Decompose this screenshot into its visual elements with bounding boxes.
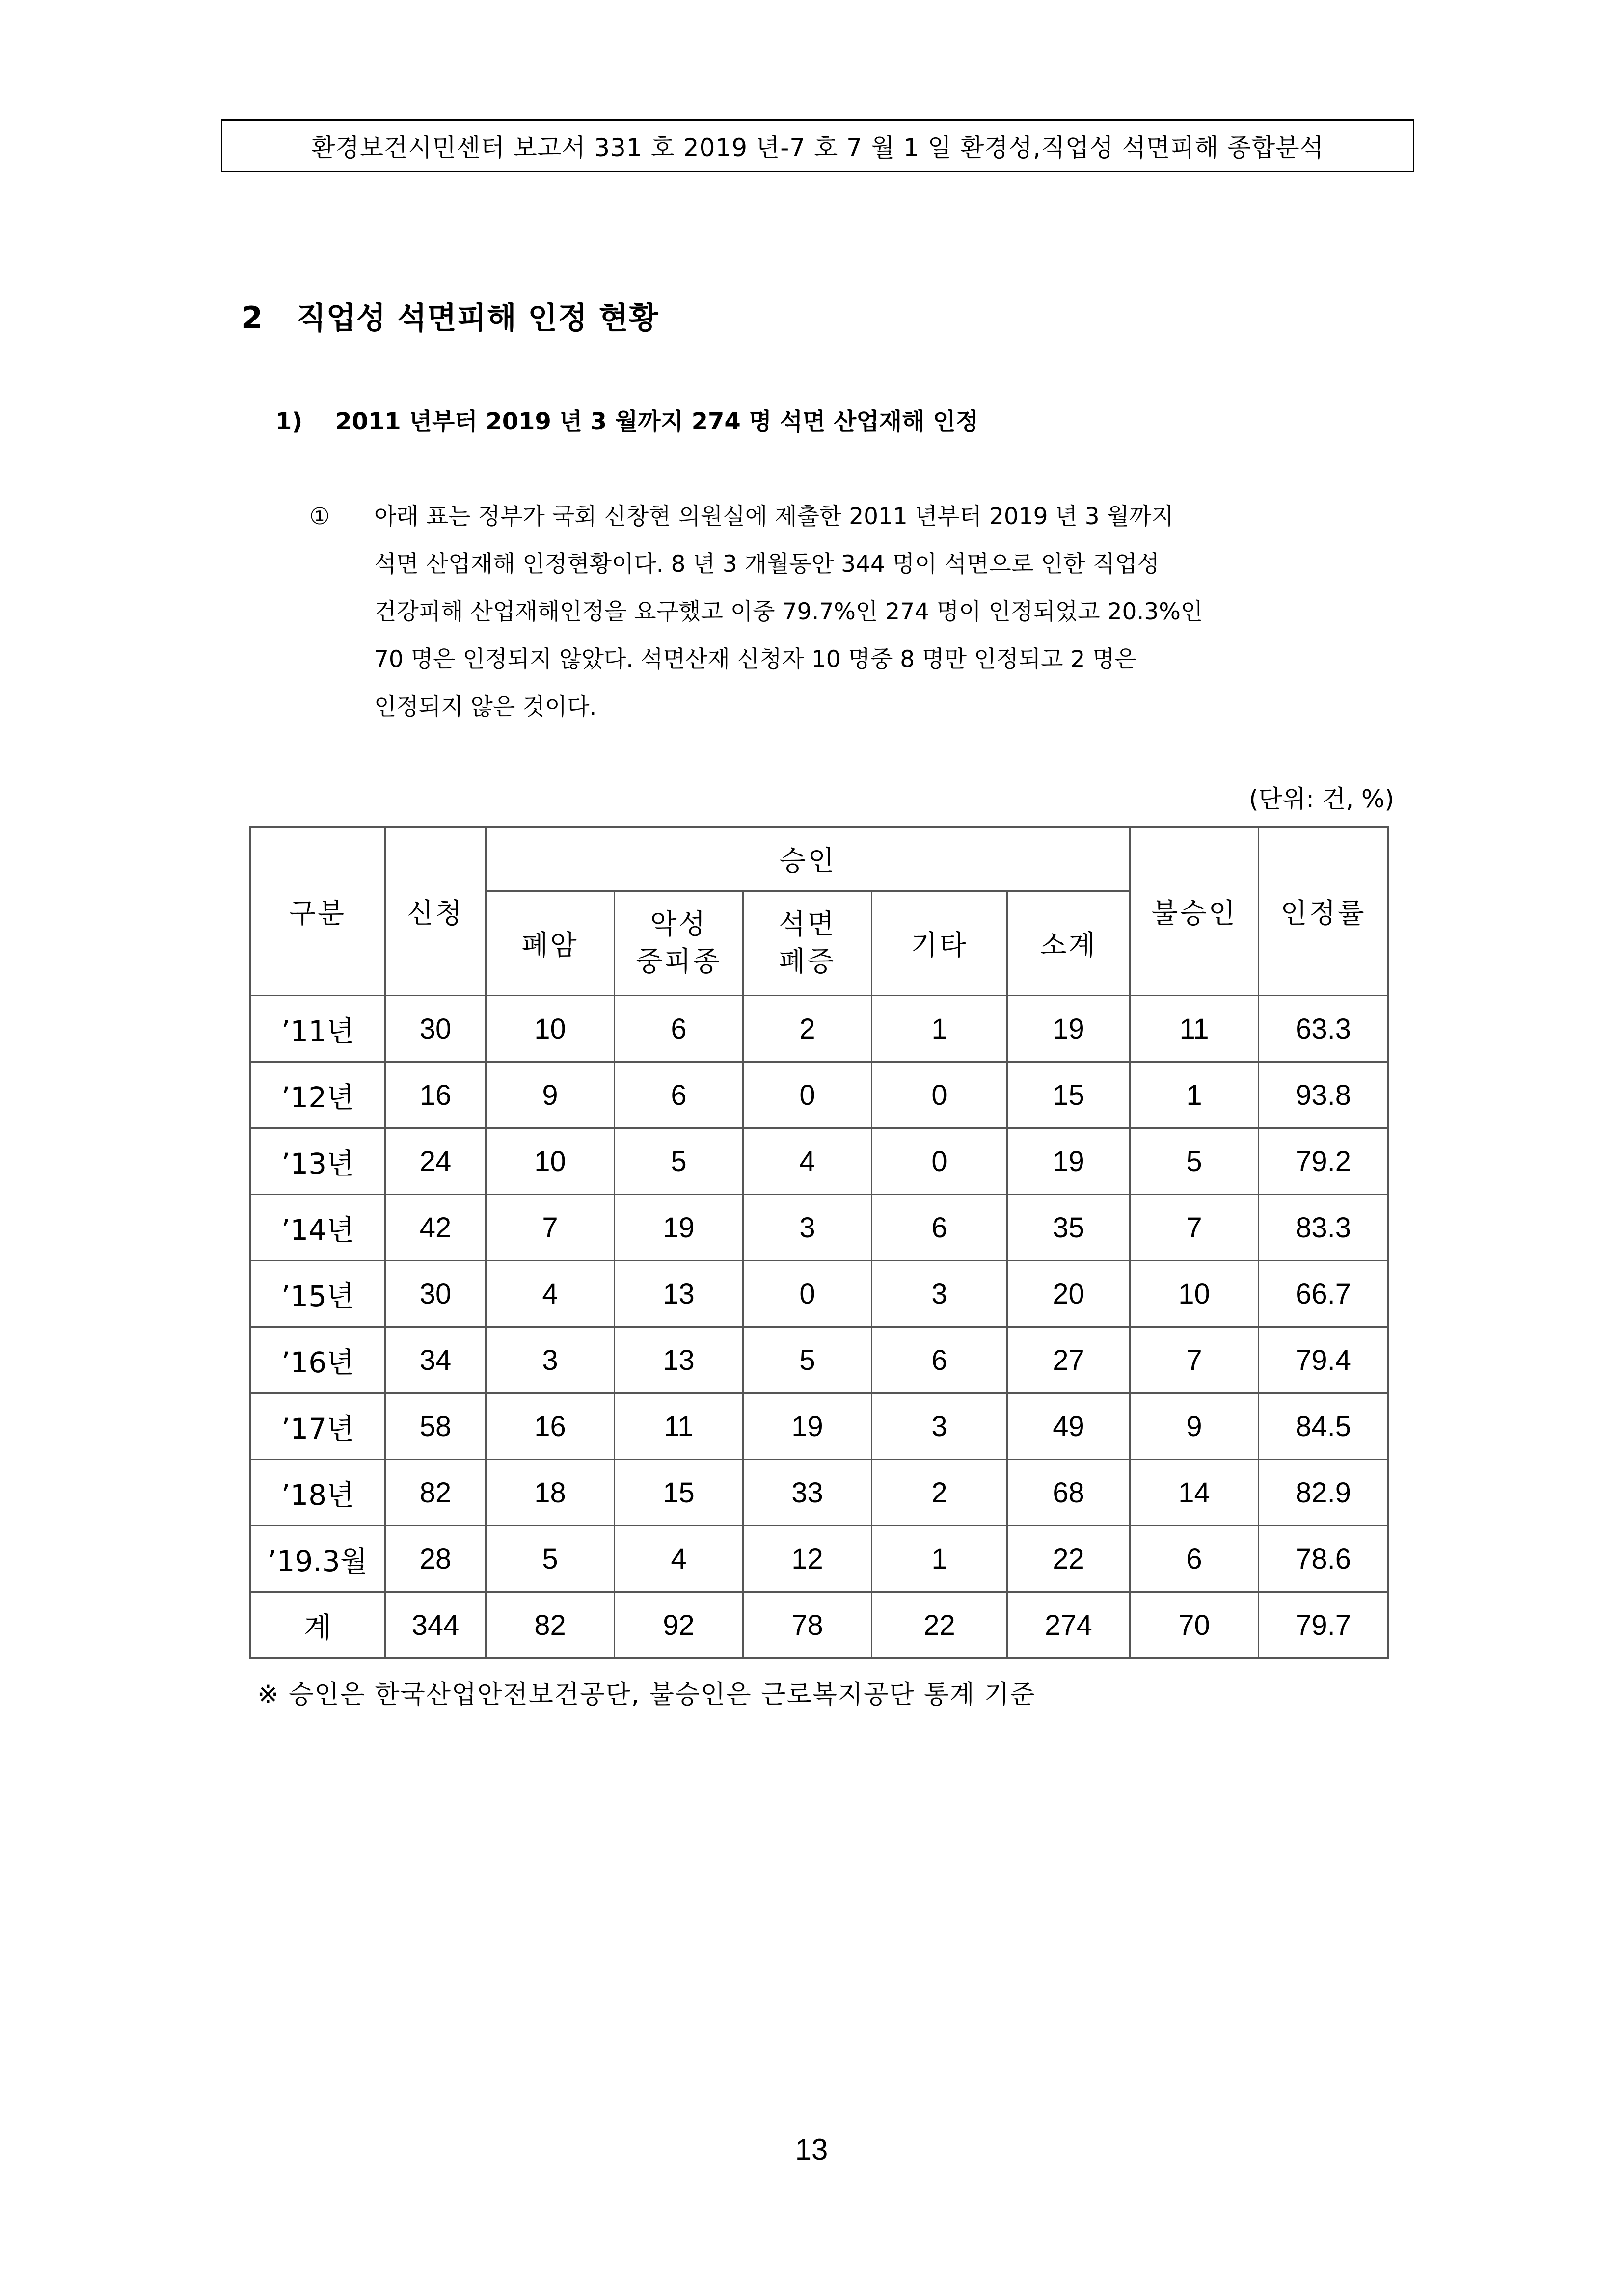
sub-title: 1) 2011 년부터 2019 년 3 월까지 274 명 석면 산업재해 인정 — [275, 408, 978, 435]
row-label-cell: 계 — [250, 1592, 385, 1658]
table-cell: 79.4 — [1259, 1327, 1388, 1393]
table-cell: 3 — [872, 1261, 1007, 1327]
table-cell: 28 — [385, 1526, 486, 1592]
table-cell: 3 — [486, 1327, 615, 1393]
page-number: 13 — [795, 2133, 828, 2166]
table-cell: 5 — [615, 1128, 743, 1195]
row-label-cell: ’14년 — [250, 1195, 385, 1261]
table-row — [250, 1062, 1388, 1128]
table-cell: 63.3 — [1259, 996, 1388, 1062]
table-cell: 49 — [1007, 1393, 1130, 1460]
table-cell: 2 — [743, 996, 872, 1062]
table-cell: 92 — [615, 1592, 743, 1658]
table-cell: 35 — [1007, 1195, 1130, 1261]
table-cell: 70 — [1130, 1592, 1259, 1658]
table-cell: 7 — [486, 1195, 615, 1261]
table-cell: 34 — [385, 1327, 486, 1393]
table-cell: 20 — [1007, 1261, 1130, 1327]
row-label-cell: ’18년 — [250, 1460, 385, 1526]
table-cell: 6 — [872, 1327, 1007, 1393]
table-cell: 1 — [1130, 1062, 1259, 1128]
table-row — [250, 1195, 1388, 1261]
table-cell: 7 — [1130, 1195, 1259, 1261]
table-cell: 4 — [615, 1526, 743, 1592]
table-cell: 13 — [615, 1261, 743, 1327]
table-cell: 30 — [385, 1261, 486, 1327]
table-cell: 4 — [486, 1261, 615, 1327]
paragraph-line: 건강피해 산업재해인정을 요구했고 이중 79.7%인 274 명이 인정되었고 20.3%인 — [374, 598, 1203, 625]
report-header — [221, 119, 1414, 172]
row-label-cell: ’13년 — [250, 1128, 385, 1195]
table-cell: 10 — [486, 1128, 615, 1195]
table-cell: 19 — [1007, 1128, 1130, 1195]
table-cell: 5 — [743, 1327, 872, 1393]
table-cell: 27 — [1007, 1327, 1130, 1393]
table-cell: 10 — [1130, 1261, 1259, 1327]
paragraph-line: 70 명은 인정되지 않았다. 석면산재 신청자 10 명중 8 명만 인정되고 2 명은 — [374, 646, 1137, 673]
row-label-cell: ’17년 — [250, 1393, 385, 1460]
table-cell: 10 — [486, 996, 615, 1062]
table-unit: (단위: 건, %) — [1249, 785, 1394, 813]
table-cell: 18 — [486, 1460, 615, 1526]
table-cell: 0 — [872, 1128, 1007, 1195]
table-cell: 24 — [385, 1128, 486, 1195]
header-asbestosis — [743, 891, 872, 996]
table-row — [250, 1261, 1388, 1327]
table-cell: 274 — [1007, 1592, 1130, 1658]
table-cell: 3 — [872, 1393, 1007, 1460]
table-cell: 9 — [486, 1062, 615, 1128]
table-cell: 1 — [872, 996, 1007, 1062]
table-cell: 0 — [743, 1261, 872, 1327]
table-cell: 6 — [615, 996, 743, 1062]
table-cell: 15 — [615, 1460, 743, 1526]
table-cell: 42 — [385, 1195, 486, 1261]
header-other: 기타 — [872, 891, 1007, 996]
table-cell: 16 — [385, 1062, 486, 1128]
header-category: 구분 — [250, 827, 385, 996]
table-cell: 3 — [743, 1195, 872, 1261]
table-cell: 7 — [1130, 1327, 1259, 1393]
table-cell: 13 — [615, 1327, 743, 1393]
table-cell: 12 — [743, 1526, 872, 1592]
table-cell: 19 — [1007, 996, 1130, 1062]
table-row — [250, 1592, 1388, 1658]
row-label-cell: ’15년 — [250, 1261, 385, 1327]
table-row — [250, 1393, 1388, 1460]
header-subtotal: 소계 — [1007, 891, 1130, 996]
header-asbestosis-line1: 석면 — [779, 908, 836, 940]
table-cell: 9 — [1130, 1393, 1259, 1460]
table-cell: 82.9 — [1259, 1460, 1388, 1526]
row-label-cell: ’11년 — [250, 996, 385, 1062]
header-rate: 인정률 — [1259, 827, 1388, 996]
report-header-text: 환경보건시민센터 보고서 331 호 2019 년-7 호 7 월 1 일 환경성,직업성 석면피해 종합분석 — [311, 133, 1324, 162]
table-cell: 16 — [486, 1393, 615, 1460]
table-cell: 11 — [615, 1393, 743, 1460]
table-cell: 78.6 — [1259, 1526, 1388, 1592]
table-cell: 0 — [872, 1062, 1007, 1128]
table-cell: 4 — [743, 1128, 872, 1195]
table-cell: 22 — [872, 1592, 1007, 1658]
table-cell: 82 — [486, 1592, 615, 1658]
header-lung-cancer: 폐암 — [486, 891, 615, 996]
table-cell: 68 — [1007, 1460, 1130, 1526]
circled-one-marker: ① — [309, 503, 330, 530]
table-cell: 82 — [385, 1460, 486, 1526]
section-title: 2 직업성 석면피해 인정 현황 — [242, 300, 659, 336]
table-cell: 78 — [743, 1592, 872, 1658]
table-cell: 33 — [743, 1460, 872, 1526]
table-cell: 83.3 — [1259, 1195, 1388, 1261]
header-mesothelioma-line1: 악성 — [650, 908, 707, 940]
table-row — [250, 996, 1388, 1062]
header-rejected: 불승인 — [1130, 827, 1259, 996]
header-applied: 신청 — [385, 827, 486, 996]
table-cell: 66.7 — [1259, 1261, 1388, 1327]
paragraph-line: 아래 표는 정부가 국회 신창현 의원실에 제출한 2011 년부터 2019 년 3 월까지 — [374, 503, 1174, 530]
table-cell: 30 — [385, 996, 486, 1062]
table-cell: 11 — [1130, 996, 1259, 1062]
table-cell: 15 — [1007, 1062, 1130, 1128]
table-row — [250, 1460, 1388, 1526]
table-row — [250, 1327, 1388, 1393]
header-mesothelioma-line2: 중피종 — [636, 946, 722, 978]
table-cell: 58 — [385, 1393, 486, 1460]
table-cell: 93.8 — [1259, 1062, 1388, 1128]
table-cell: 5 — [1130, 1128, 1259, 1195]
table-row — [250, 1526, 1388, 1592]
table-cell: 19 — [743, 1393, 872, 1460]
table-cell: 14 — [1130, 1460, 1259, 1526]
table-note: ※ 승인은 한국산업안전보건공단, 불승인은 근로복지공단 통계 기준 — [257, 1680, 1036, 1709]
row-label-cell: ’16년 — [250, 1327, 385, 1393]
table-cell: 79.7 — [1259, 1592, 1388, 1658]
table-cell: 79.2 — [1259, 1128, 1388, 1195]
row-label-cell: ’12년 — [250, 1062, 385, 1128]
header-approved: 승인 — [486, 827, 1130, 891]
table-cell: 344 — [385, 1592, 486, 1658]
row-label-cell: ’19.3월 — [250, 1526, 385, 1592]
table-cell: 0 — [743, 1062, 872, 1128]
asbestos-compensation-table — [249, 826, 1389, 1659]
table-cell: 6 — [1130, 1526, 1259, 1592]
table-cell: 6 — [872, 1195, 1007, 1261]
paragraph-line: 인정되지 않은 것이다. — [374, 694, 597, 721]
table-cell: 22 — [1007, 1526, 1130, 1592]
table-body — [250, 996, 1388, 1658]
table-cell: 19 — [615, 1195, 743, 1261]
table-cell: 1 — [872, 1526, 1007, 1592]
header-mesothelioma — [615, 891, 743, 996]
paragraph-line: 석면 산업재해 인정현황이다. 8 년 3 개월동안 344 명이 석면으로 인한 직업성 — [374, 551, 1160, 578]
body-paragraph — [309, 493, 1404, 731]
table-cell: 6 — [615, 1062, 743, 1128]
table-cell: 2 — [872, 1460, 1007, 1526]
table-cell: 84.5 — [1259, 1393, 1388, 1460]
header-asbestosis-line2: 폐증 — [779, 946, 836, 978]
table-row — [250, 1128, 1388, 1195]
table-cell: 5 — [486, 1526, 615, 1592]
